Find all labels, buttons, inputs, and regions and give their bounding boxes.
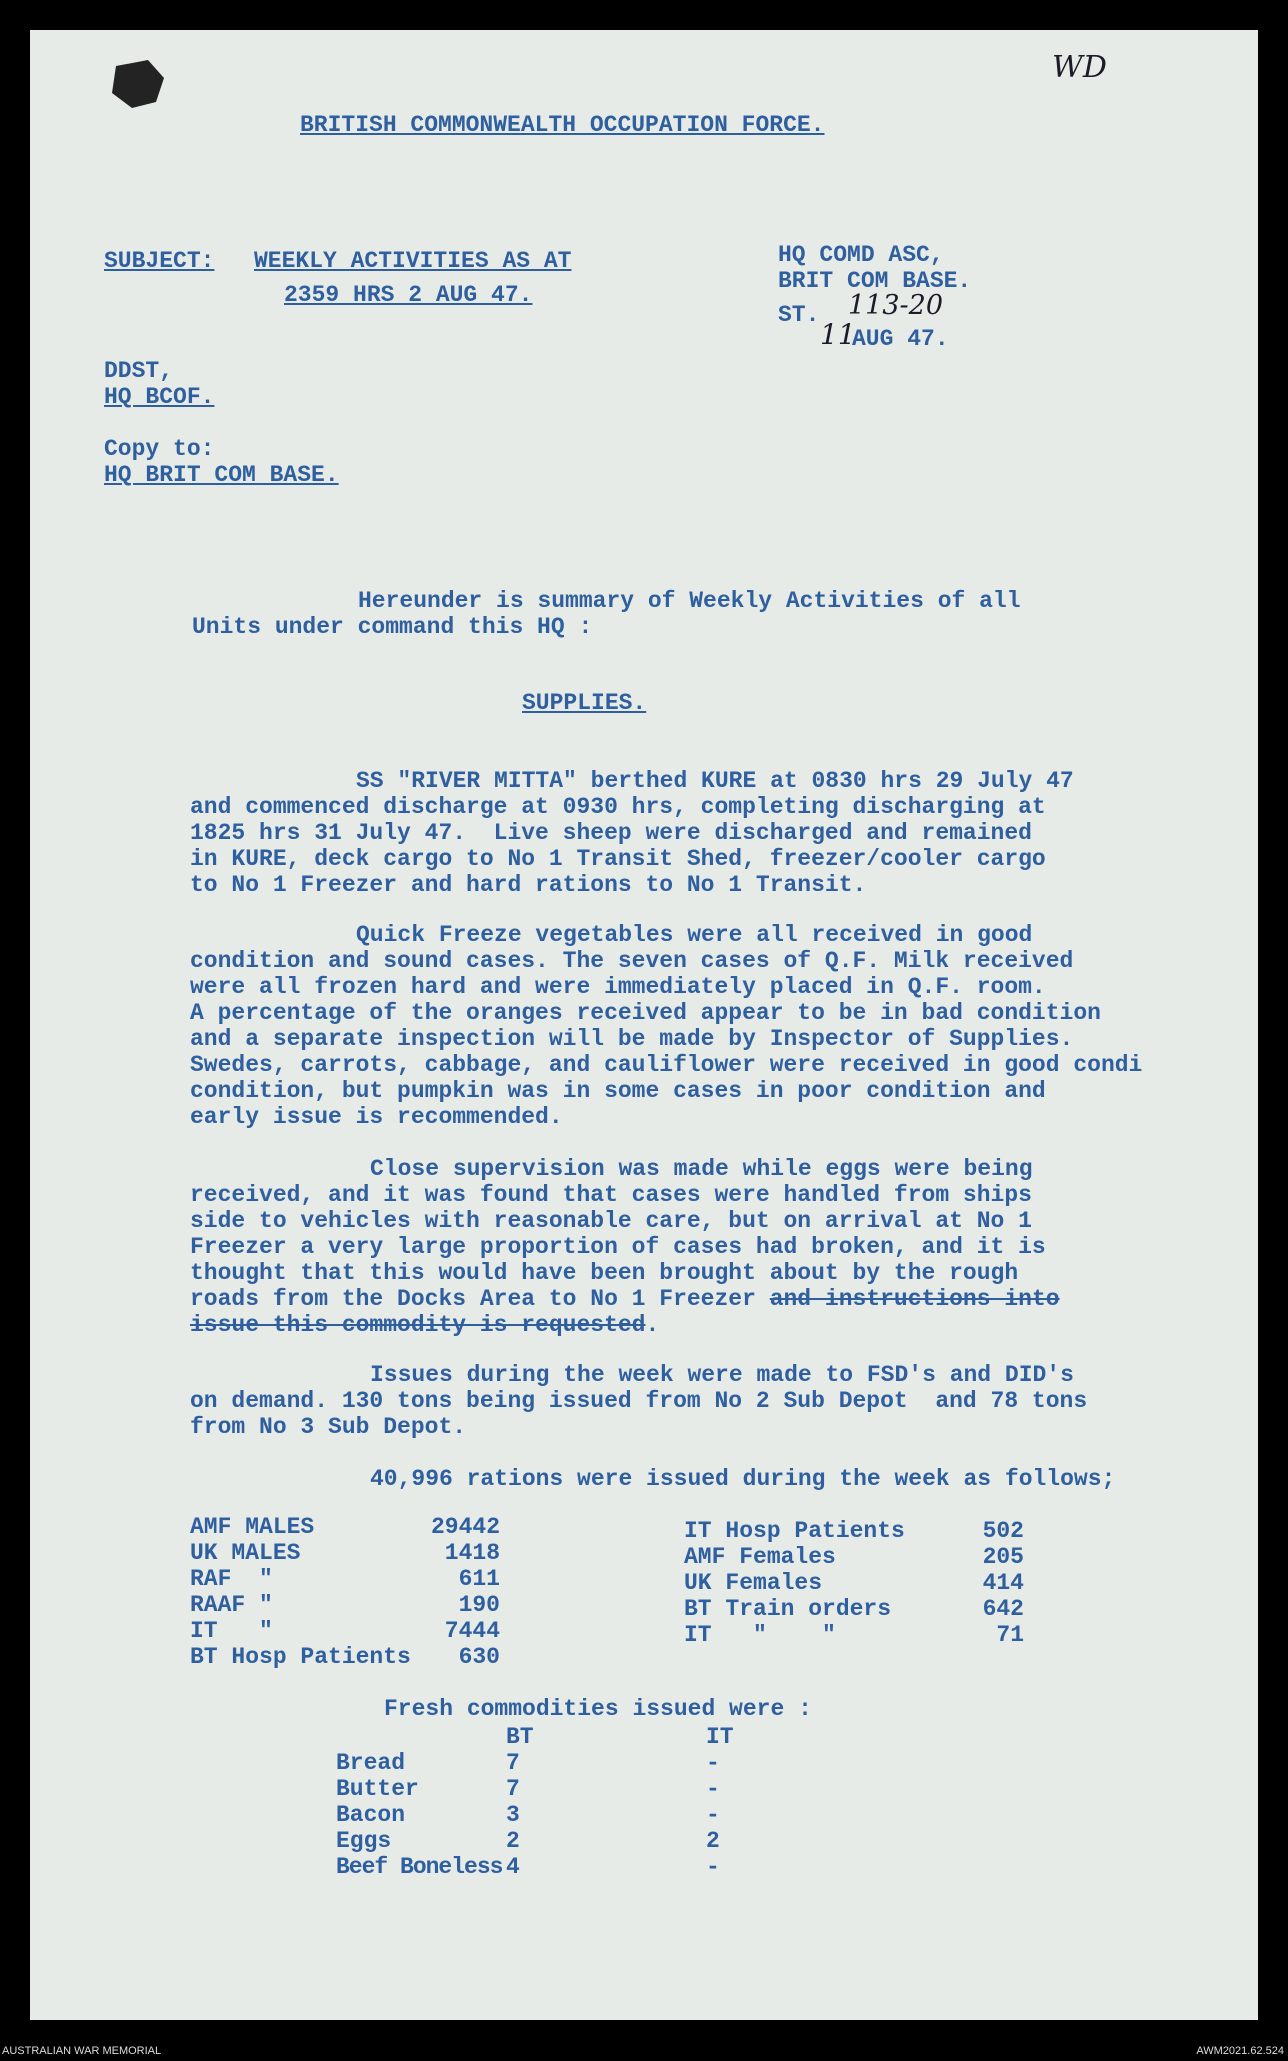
table-row (190, 1618, 500, 1644)
table-row (190, 1644, 500, 1670)
subject-line2: 2359 HRS 2 AUG 47. (284, 282, 533, 308)
para2-line: were all frozen hard and were immediately placed in Q.F. room. (190, 974, 1046, 1000)
ration-value: 190 (458, 1592, 500, 1618)
fresh-title: Fresh commodities issued were : (384, 1696, 812, 1722)
fresh-it: - (706, 1802, 720, 1828)
paragraph-3 (190, 1156, 1190, 1338)
fresh-it: 2 (706, 1828, 720, 1854)
para3-tail-struck: issue this commodity is requested (190, 1312, 646, 1338)
table-row (684, 1544, 1024, 1570)
table-row (684, 1622, 1024, 1648)
ration-value: 611 (458, 1566, 500, 1592)
fresh-table (336, 1724, 746, 1880)
ration-label: UK Females (684, 1570, 823, 1596)
table-row (190, 1592, 500, 1618)
paragraph-2 (190, 922, 1190, 1130)
ration-value: 1418 (444, 1540, 500, 1566)
org-title: BRITISH COMMONWEALTH OCCUPATION FORCE. (300, 112, 825, 138)
fresh-col-bt: BT (506, 1724, 534, 1750)
para1-line: in KURE, deck cargo to No 1 Transit Shed, freezer/cooler cargo (190, 846, 1046, 872)
para3-last-normal: roads from the Docks Area to No 1 Freezer (190, 1286, 770, 1312)
ration-label: UK MALES (190, 1540, 301, 1566)
addressee-line2: HQ BCOF. (104, 384, 215, 410)
para1-line: to No 1 Freezer and hard rations to No 1 Transit. (190, 872, 867, 898)
table-row (336, 1776, 746, 1802)
addressee-line1: DDST, (104, 358, 174, 384)
ration-label: IT Hosp Patients (684, 1518, 905, 1544)
ration-label: RAF " (190, 1566, 273, 1592)
para1-line: and commenced discharge at 0930 hrs, completing discharging at (190, 794, 1046, 820)
paragraph-4 (190, 1362, 1190, 1440)
table-row (336, 1854, 746, 1880)
ration-label: AMF MALES (190, 1514, 315, 1540)
footer-left: AUSTRALIAN WAR MEMORIAL (2, 2045, 162, 2057)
para3-line: Freezer a very large proportion of cases had broken, and it is (190, 1234, 1046, 1260)
para1-line: SS "RIVER MITTA" berthed KURE at 0830 hrs 29 July 47 (356, 768, 1074, 794)
copy-to-value: HQ BRIT COM BASE. (104, 462, 339, 488)
para3-line (190, 1312, 1190, 1338)
fresh-bt: 2 (506, 1828, 520, 1854)
paragraph-1 (190, 768, 1190, 898)
intro-line2: Units under command this HQ : (192, 614, 593, 640)
table-row (336, 1802, 746, 1828)
ration-label: BT Train orders (684, 1596, 892, 1622)
para4-line: from No 3 Sub Depot. (190, 1414, 467, 1440)
table-row (190, 1514, 500, 1540)
ration-value: 414 (982, 1570, 1024, 1596)
intro-line1: Hereunder is summary of Weekly Activities of all (358, 588, 1021, 614)
para2-line: Swedes, carrots, cabbage, and cauliflower were received in good condi (190, 1052, 1143, 1078)
table-row (336, 1750, 746, 1776)
ration-label: BT Hosp Patients (190, 1644, 411, 1670)
fresh-item: Bacon (336, 1802, 406, 1828)
fresh-bt: 7 (506, 1776, 520, 1802)
fresh-it: - (706, 1776, 720, 1802)
ration-value: 7444 (444, 1618, 500, 1644)
ration-label: AMF Females (684, 1544, 836, 1570)
fresh-bt: 3 (506, 1802, 520, 1828)
ration-value: 630 (458, 1644, 500, 1670)
fresh-item: Beef Boneless (336, 1854, 503, 1880)
ration-label: IT " " (684, 1622, 836, 1648)
ration-label: RAAF " (190, 1592, 273, 1618)
fresh-bt: 4 (506, 1854, 520, 1880)
para2-line: Quick Freeze vegetables were all received in good (356, 922, 1033, 948)
handwritten-mark: WD (1052, 50, 1107, 85)
ration-value: 205 (982, 1544, 1024, 1570)
fresh-it: - (706, 1750, 720, 1776)
para3-line: side to vehicles with reasonable care, but on arrival at No 1 (190, 1208, 1032, 1234)
table-row (190, 1540, 500, 1566)
table-row (190, 1566, 500, 1592)
table-row (336, 1724, 746, 1750)
para3-line: Close supervision was made while eggs were being (370, 1156, 1033, 1182)
ration-value: 502 (982, 1518, 1024, 1544)
para3-last-struck: and instructions into (769, 1286, 1060, 1312)
rations-intro: 40,996 rations were issued during the week as follows; (370, 1466, 1116, 1492)
para3-line: received, and it was found that cases were handled from ships (190, 1182, 1032, 1208)
sender-ref-handwritten: 113-20 (848, 290, 944, 321)
footer-right: AWM2021.62.524 (1196, 2045, 1284, 2057)
fresh-item: Butter (336, 1776, 419, 1802)
para2-line: condition and sound cases. The seven cases of Q.F. Milk received (190, 948, 1074, 974)
fresh-item: Eggs (336, 1828, 392, 1854)
table-row (336, 1828, 746, 1854)
para2-line: and a separate inspection will be made by Inspector of Supplies. (190, 1026, 1074, 1052)
sender-line1: HQ COMD ASC, (778, 242, 944, 268)
table-row (684, 1596, 1024, 1622)
rations-left-table (190, 1514, 500, 1670)
ration-label: IT " (190, 1618, 273, 1644)
para2-line: early issue is recommended. (190, 1104, 563, 1130)
table-row (684, 1518, 1024, 1544)
fresh-item: Bread (336, 1750, 406, 1776)
sender-date: AUG 47. (852, 326, 949, 352)
para4-line: Issues during the week were made to FSD's and DID's (370, 1362, 1074, 1388)
ration-value: 71 (996, 1622, 1024, 1648)
section-title: SUPPLIES. (522, 690, 647, 716)
fresh-it: - (706, 1854, 720, 1880)
copy-to-label: Copy to: (104, 436, 215, 462)
para1-line: 1825 hrs 31 July 47. Live sheep were discharged and remained (190, 820, 1032, 846)
fresh-col-it: IT (706, 1724, 734, 1750)
subject-label: SUBJECT: (104, 248, 215, 274)
para3-line (190, 1286, 1190, 1312)
sender-date-handwritten: 11 (820, 318, 856, 351)
sender-ref-prefix: ST. (778, 302, 820, 328)
sender-line2: BRIT COM BASE. (778, 268, 972, 294)
rations-right-table (684, 1518, 1024, 1648)
subject-line1: WEEKLY ACTIVITIES AS AT (254, 248, 572, 274)
para3-tail-end: . (645, 1312, 660, 1338)
fresh-bt: 7 (506, 1750, 520, 1776)
para4-line: on demand. 130 tons being issued from No 2 Sub Depot and 78 tons (190, 1388, 1088, 1414)
table-row (684, 1570, 1024, 1596)
para3-line: thought that this would have been brought about by the rough (190, 1260, 1019, 1286)
para2-line: condition, but pumpkin was in some cases in poor condition and (190, 1078, 1046, 1104)
ration-value: 29442 (430, 1514, 500, 1540)
para2-line: A percentage of the oranges received appear to be in bad condition (190, 1000, 1101, 1026)
ration-value: 642 (982, 1596, 1024, 1622)
